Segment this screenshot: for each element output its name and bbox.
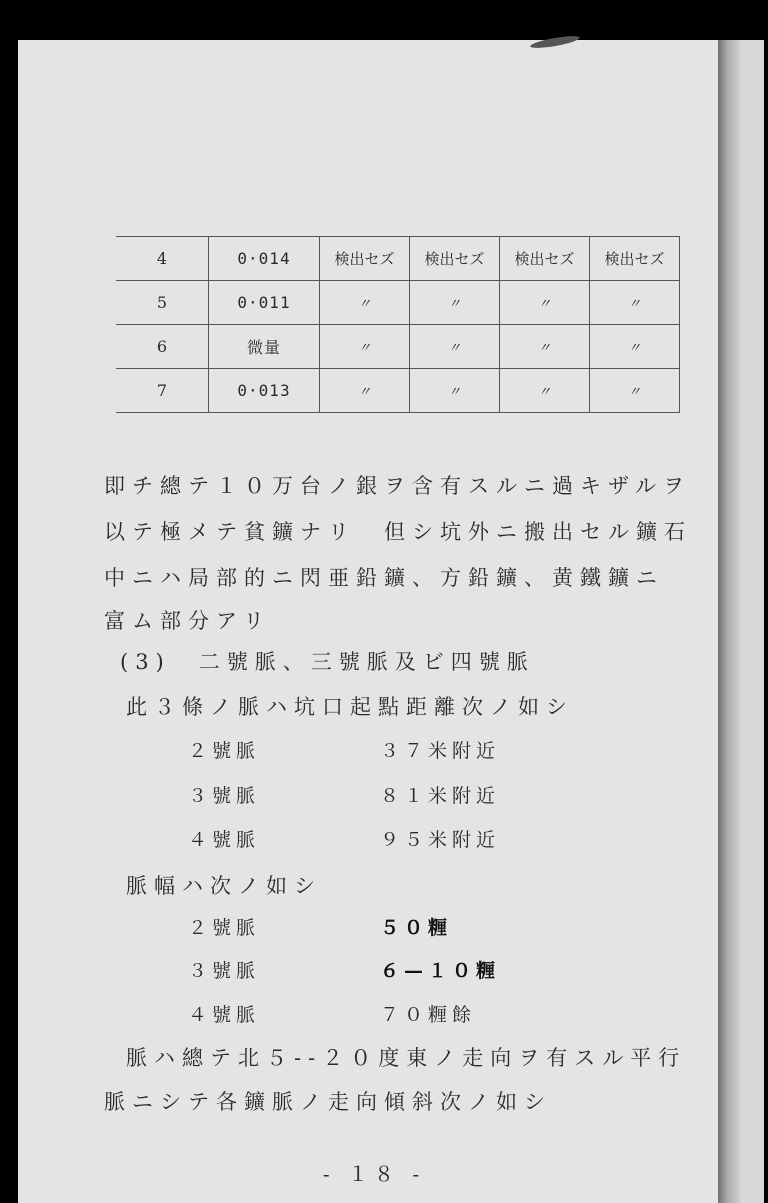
body-line: 脈ニシテ各鑛脈ノ走向傾斜次ノ如シ (104, 1090, 552, 1114)
ditto-mark: 〃 (320, 369, 410, 413)
assay-value: 0·011 (209, 281, 320, 325)
width-value: ７０糎餘 (380, 1004, 477, 1026)
table-row (116, 369, 680, 413)
assay-status: 検出セズ (410, 237, 500, 281)
body-line: 即チ總テ１０万台ノ銀ヲ含有スルニ過キザルヲ (104, 474, 691, 498)
section-heading: (3) 二號脈、三號脈及ビ四號脈 (120, 650, 535, 674)
assay-value: 0·014 (209, 237, 320, 281)
page-edge-shadow (718, 40, 740, 1203)
sample-number: 5 (116, 281, 209, 325)
ditto-mark: 〃 (500, 369, 590, 413)
document-page (18, 40, 730, 1203)
distance-value: ３７米附近 (380, 740, 501, 762)
ditto-mark: 〃 (410, 369, 500, 413)
width-intro: 脈幅ハ次ノ如シ (126, 874, 322, 898)
assay-status: 検出セズ (500, 237, 590, 281)
distance-vein-label: ２號脈 (188, 740, 261, 762)
table-row (116, 237, 680, 281)
distance-value: ９５米附近 (380, 829, 501, 851)
ditto-mark: 〃 (410, 325, 500, 369)
sample-number: 6 (116, 325, 209, 369)
width-vein-label: ４號脈 (188, 1004, 261, 1026)
body-line: 以テ極メテ貧鑛ナリ 但シ坑外ニ搬出セル鑛石 (104, 520, 692, 544)
distance-value: ８１米附近 (380, 785, 501, 807)
body-line: 中ニハ局部的ニ閃亜鉛鑛、方鉛鑛、黄鐵鑛ニ (104, 566, 664, 590)
ditto-mark: 〃 (320, 325, 410, 369)
page-number: - １８ - (322, 1162, 426, 1186)
body-line: 脈ハ總テ北５--２０度東ノ走向ヲ有スル平行 (126, 1046, 687, 1070)
sample-number: 4 (116, 237, 209, 281)
distance-vein-label: ４號脈 (188, 829, 261, 851)
ditto-mark: 〃 (590, 369, 680, 413)
ditto-mark: 〃 (500, 325, 590, 369)
ditto-mark: 〃 (590, 325, 680, 369)
sample-number: 7 (116, 369, 209, 413)
ditto-mark: 〃 (590, 281, 680, 325)
assay-status: 検出セズ (320, 237, 410, 281)
assay-value: 微量 (209, 325, 320, 369)
assay-status: 検出セズ (590, 237, 680, 281)
width-value: ６—１０糎 (380, 960, 501, 982)
table-row (116, 281, 680, 325)
width-vein-label: ３號脈 (188, 960, 261, 982)
ditto-mark: 〃 (320, 281, 410, 325)
assay-table (116, 236, 680, 413)
distance-intro: 此３條ノ脈ハ坑口起點距離次ノ如シ (126, 695, 574, 719)
distance-vein-label: ３號脈 (188, 785, 261, 807)
ditto-mark: 〃 (410, 281, 500, 325)
assay-value: 0·013 (209, 369, 320, 413)
width-value: ５０糎 (380, 917, 453, 939)
page-edge (740, 40, 764, 1203)
ditto-mark: 〃 (500, 281, 590, 325)
body-line: 富ム部分アリ (104, 609, 272, 633)
table-row (116, 325, 680, 369)
width-vein-label: ２號脈 (188, 917, 261, 939)
